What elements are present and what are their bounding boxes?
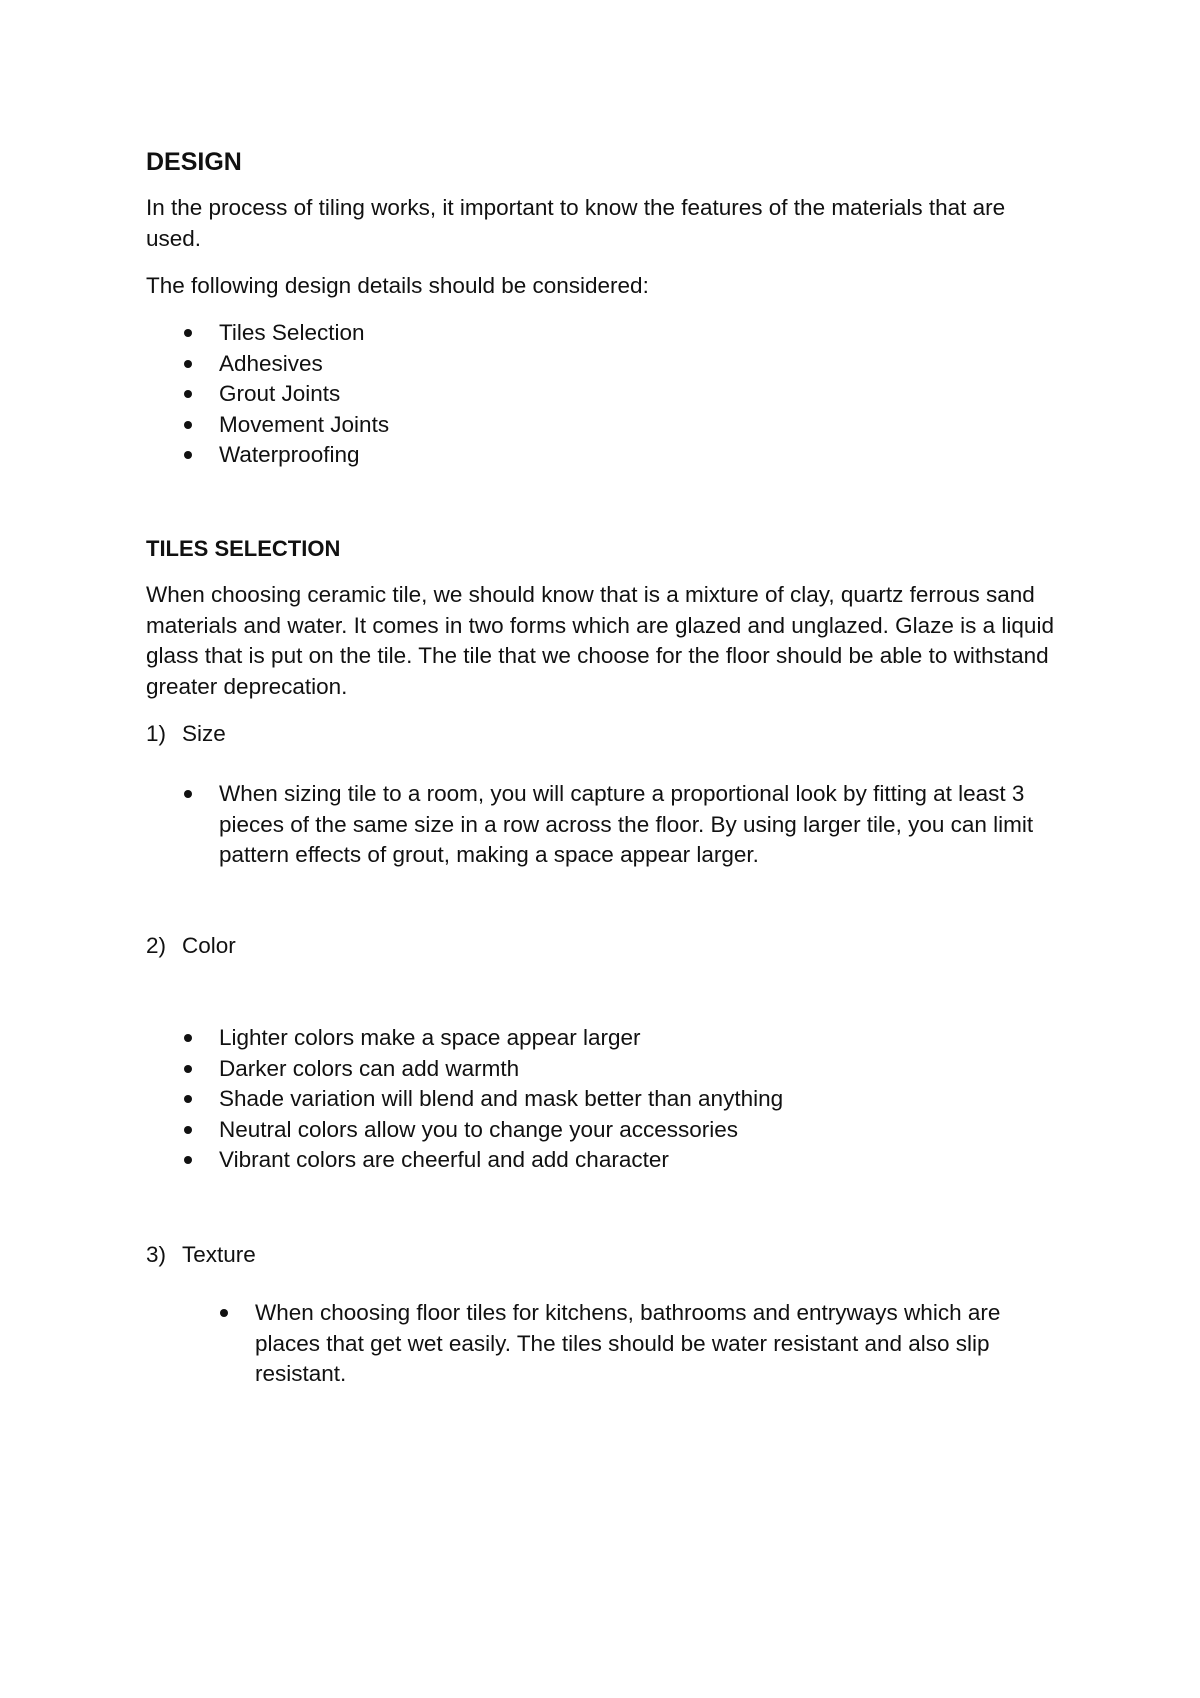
design-heading: DESIGN — [146, 148, 242, 176]
bullet-icon — [184, 790, 192, 798]
texture-item — [146, 1240, 256, 1271]
texture-number: 3) — [146, 1242, 167, 1267]
bullet-icon — [184, 1095, 192, 1103]
size-label: Size — [182, 721, 226, 746]
list-item: When sizing tile to a room, you will capture a proportional look by fitting at least 3 pieces of the same size in a row across the floor. By using larger tile, you can limit pattern effects of grout, making a space appear larger. — [184, 779, 1066, 871]
bullet-icon — [184, 421, 192, 429]
size-number: 1) — [146, 721, 167, 746]
texture-label: Texture — [182, 1242, 256, 1267]
list-item: Tiles Selection — [184, 318, 1044, 349]
bullet-icon — [184, 1065, 192, 1073]
list-item: Neutral colors allow you to change your accessories — [184, 1115, 1044, 1146]
list-item: Adhesives — [184, 349, 1044, 380]
bullet-icon — [184, 1156, 192, 1164]
list-item: Grout Joints — [184, 379, 1044, 410]
list-item: Lighter colors make a space appear larger — [184, 1023, 1044, 1054]
list-item: Shade variation will blend and mask better than anything — [184, 1084, 1044, 1115]
color-label: Color — [182, 933, 236, 958]
bullet-icon — [184, 1034, 192, 1042]
bullet-icon — [184, 1126, 192, 1134]
list-item: Vibrant colors are cheerful and add character — [184, 1145, 1044, 1176]
bullet-icon — [184, 451, 192, 459]
list-item: When choosing floor tiles for kitchens, bathrooms and entryways which are places that get wet easily. The tiles should be water resistant and also slip resistant. — [220, 1298, 1066, 1390]
tiles-selection-heading: TILES SELECTION — [146, 536, 341, 561]
tiles-selection-intro: When choosing ceramic tile, we should know that is a mixture of clay, quartz ferrous sand materials and water. It comes in two forms which are glazed and unglazed. Glaze is a liquid glass that is put on the tile. The tile that we choose for the floor should be able to withstand greater deprecation. — [146, 582, 1054, 699]
color-number: 2) — [146, 933, 167, 958]
bullet-icon — [184, 329, 192, 337]
color-item — [146, 931, 236, 962]
design-lead: The following design details should be considered: — [146, 273, 649, 298]
list-item: Waterproofing — [184, 440, 1044, 471]
design-list — [184, 318, 1044, 471]
bullet-icon — [220, 1309, 228, 1317]
color-points — [184, 1023, 1044, 1176]
size-item — [146, 719, 226, 750]
texture-points — [220, 1298, 1066, 1390]
document-page — [146, 0, 1066, 1698]
list-item: Darker colors can add warmth — [184, 1054, 1044, 1085]
size-points — [184, 779, 1066, 871]
bullet-icon — [184, 390, 192, 398]
list-item: Movement Joints — [184, 410, 1044, 441]
bullet-icon — [184, 360, 192, 368]
design-intro: In the process of tiling works, it important to know the features of the materials that are used. — [146, 195, 1006, 251]
